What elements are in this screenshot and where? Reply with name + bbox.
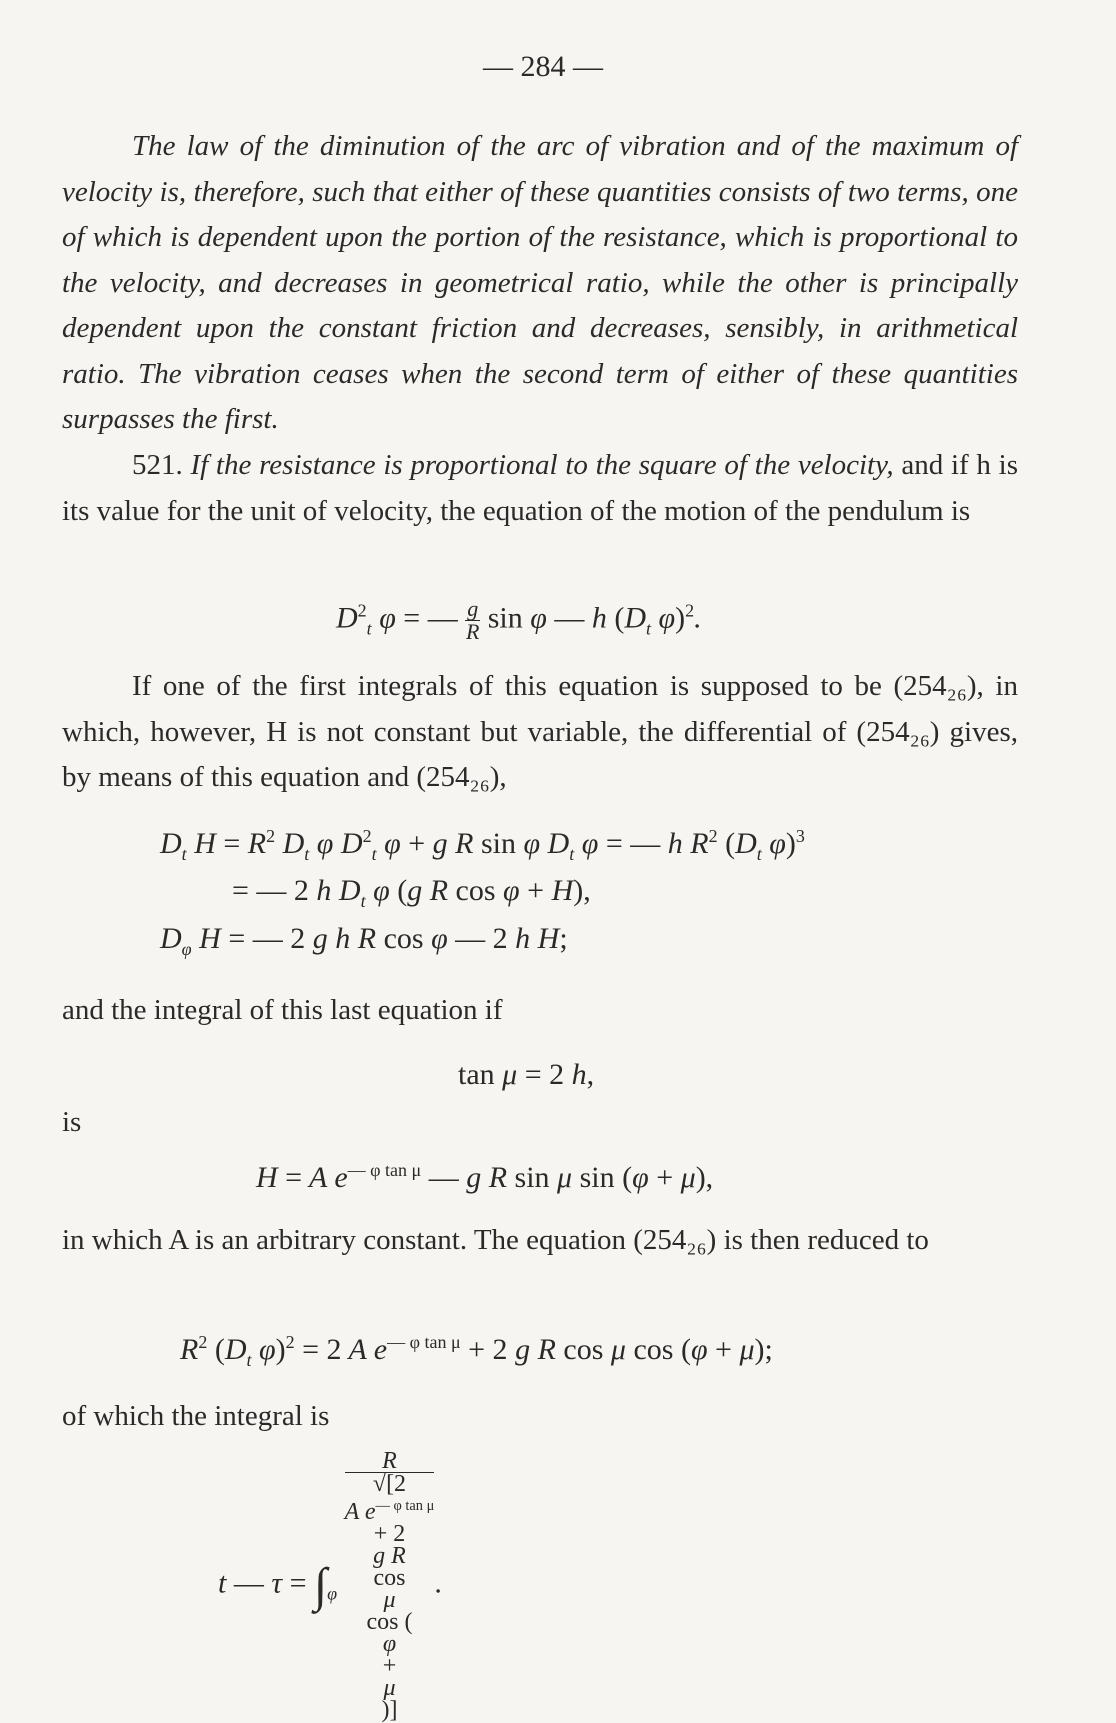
paragraph-first-integrals: If one of the first integrals of this equation is supposed to be (254₂₆), in which, however, H is not constant but variable, the differential of (254₂₆) gives, by means of this equation and (254₂₆), — [62, 670, 1018, 793]
paragraph-law-of-diminution: The law of the diminution of the arc of vibration and of the maximum of velocity is, therefore, such that either of these quantities consists of two terms, one of which is dependent upon the portion of the resistance, which is proportional to the velocity, and decreases in geometrical ratio, while the other is principally dependent upon the constant friction and decreases, sensibly, in arithmetical ratio. The vibration ceases when the second term of either of these quantities surpasses the first. — [62, 130, 1018, 435]
section-number: 521. — [132, 449, 183, 481]
equation-h-solution: H = A $e^{— \varphi tan \mu}$ — g R sin μ sin (φ + μ), — [256, 1160, 714, 1194]
page-number: — 284 — — [483, 50, 603, 83]
section-521-italic-lead: If the resistance is proportional to the square of the velocity, — [190, 449, 894, 481]
paragraph-is: is — [62, 1106, 82, 1138]
paragraph-integral-if: and the integral of this last equation if — [62, 994, 503, 1026]
paragraph-integral-is: of which the integral is — [62, 1400, 330, 1432]
section-521-body: and if h is its value for the unit of velocity, the equation of the motion of the pendulum is — [62, 449, 1019, 527]
equation-dt-h-line2: = — 2 h $D_t$ φ (g R cos φ + H), — [232, 874, 591, 911]
equation-dt-h-line1: $D_t$ $H = R^2$ $D_t$ φ $D^2_t$ φ + g R sin φ $D_t$ φ = — h $R^2$ ($D_t$ φ)$^3$ — [160, 826, 805, 864]
equation-pendulum-motion: $D^2_t$ φ = — $\frac{g}{R}$ sin φ — h ($D_t$ φ)$^2$. — [336, 596, 702, 644]
paragraph-521 — [62, 443, 1018, 534]
equation-dphi-h: $D_\varphi$ H = — 2 g h R cos φ — 2 h H; — [160, 922, 568, 959]
paragraph-arbitrary-constant: in which A is an arbitrary constant. The equation (254₂₆) is then reduced to — [62, 1224, 929, 1256]
equation-tan-mu: tan μ = 2 h, — [458, 1058, 595, 1091]
equation-reduced: $R^2$ ($D_t$ φ)$^2$ = 2 A $e^{— \varphi tan \mu} + 2$ g R cos μ cos (φ + μ); — [180, 1332, 773, 1370]
equation-time-integral: t — $\tau = \int_\varphi$ R √[2 A $e^{— \varphi tan \mu}$ + 2 g R cos μ cos ( φ + μ )] . — [218, 1448, 442, 1723]
